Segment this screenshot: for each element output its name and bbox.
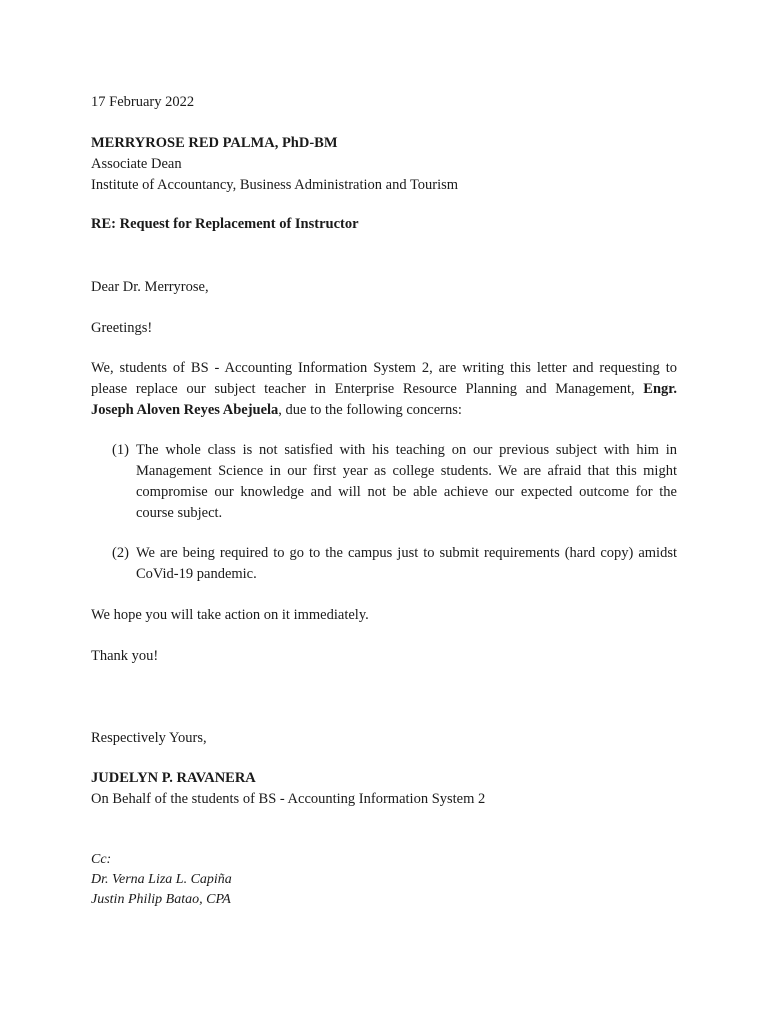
concern-line: We are being required to go to the campus just to submit requirements (hard copy) amidst bbox=[136, 545, 677, 561]
cc-name: Dr. Verna Liza L. Capiña bbox=[91, 872, 232, 887]
sender-on-behalf: On Behalf of the students of BS - Accounting Information System 2 bbox=[91, 791, 486, 807]
letter-date: 17 February 2022 bbox=[91, 94, 195, 110]
sender-name: JUDELYN P. RAVANERA bbox=[91, 770, 256, 786]
cc-name: Justin Philip Batao, CPA bbox=[91, 892, 231, 907]
concern-line: Management Science in our first year as college students. We are afraid that this might bbox=[136, 463, 677, 479]
concern-line: CoVid-19 pandemic. bbox=[136, 566, 257, 582]
recipient-title: Associate Dean bbox=[91, 156, 182, 172]
recipient-block bbox=[91, 133, 677, 196]
concern-line: compromise our knowledge and will not be able achieve our expected outcome for the bbox=[136, 484, 677, 500]
concern-text bbox=[136, 440, 677, 524]
closing-line: Respectively Yours, bbox=[91, 730, 207, 746]
recipient-institute: Institute of Accountancy, Business Administration and Tourism bbox=[91, 177, 459, 193]
recipient-name: MERRYROSE RED PALMA, PhD-BM bbox=[91, 135, 338, 151]
intro-line-1: We, students of BS - Accounting Information System 2, are writing this letter and requesting to bbox=[91, 360, 677, 376]
instructor-name: Joseph Aloven Reyes Abejuela bbox=[91, 402, 279, 418]
thanks-line: Thank you! bbox=[91, 648, 159, 664]
intro-line-3-text: , due to the following concerns: bbox=[278, 402, 462, 418]
salutation: Dear Dr. Merryrose, bbox=[91, 279, 209, 295]
cc-block bbox=[91, 850, 677, 910]
concern-number: (2) bbox=[112, 545, 129, 561]
subject-line: RE: Request for Replacement of Instructor bbox=[91, 216, 359, 232]
cc-label: Cc: bbox=[91, 852, 112, 867]
intro-line-2 bbox=[91, 379, 677, 400]
greeting: Greetings! bbox=[91, 320, 153, 336]
concern-text bbox=[136, 543, 677, 585]
concern-line: course subject. bbox=[136, 505, 223, 521]
intro-paragraph bbox=[91, 358, 677, 421]
intro-line-2-text: please replace our subject teacher in Enterprise Resource Planning and Management, bbox=[91, 381, 635, 397]
sender-block bbox=[91, 768, 677, 810]
concern-line: The whole class is not satisfied with his teaching on our previous subject with him in bbox=[136, 442, 677, 458]
hope-line: We hope you will take action on it immediately. bbox=[91, 607, 369, 623]
intro-line-3 bbox=[91, 400, 677, 421]
concern-number: (1) bbox=[112, 442, 129, 458]
instructor-title: Engr. bbox=[643, 381, 677, 397]
